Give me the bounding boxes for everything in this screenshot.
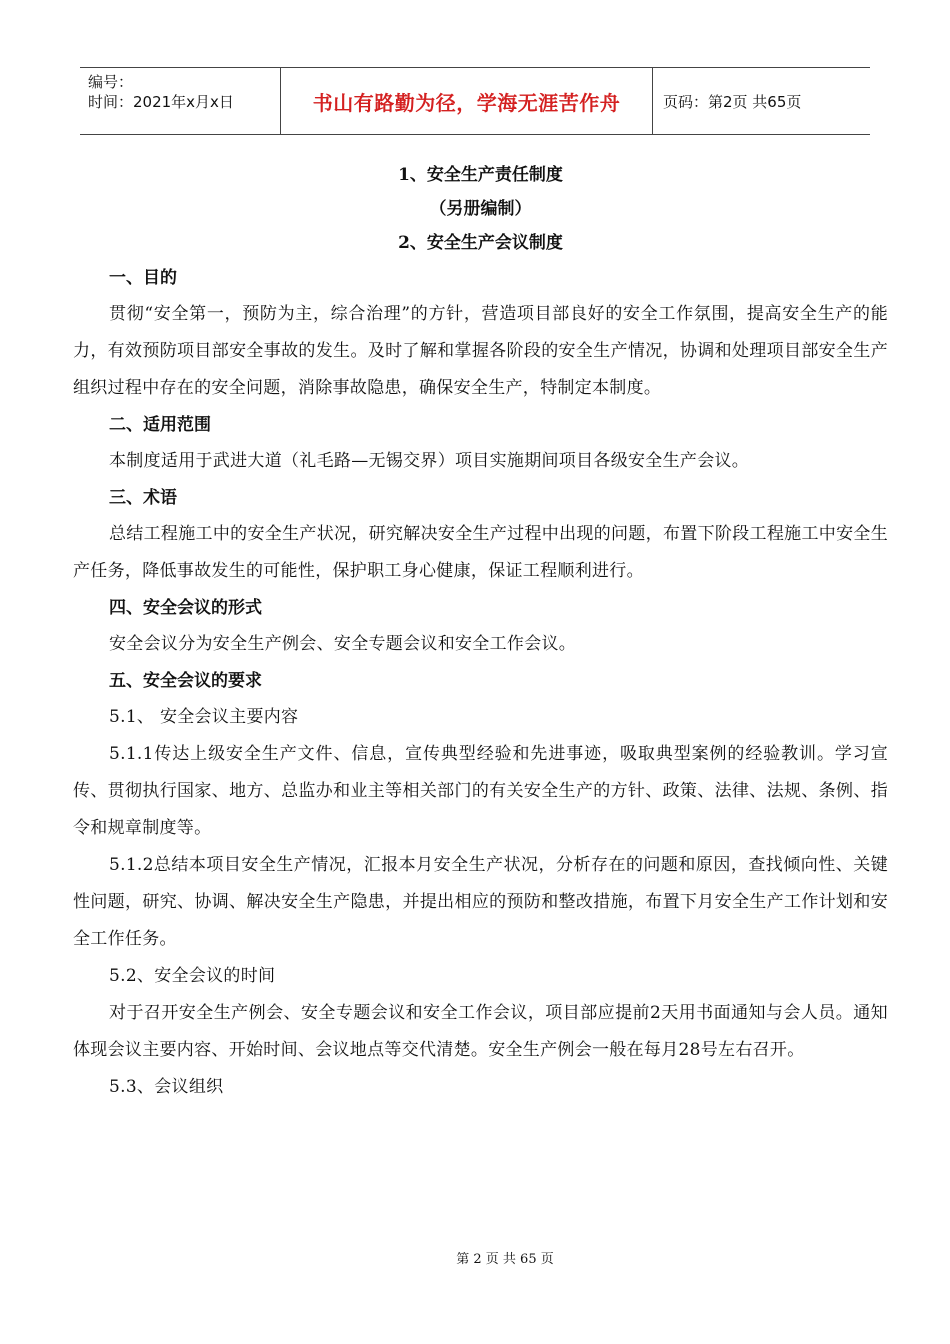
header-motto: 书山有路勤为径，学海无涯苦作舟 — [281, 68, 653, 134]
subsection-5-1-2: 5.1.2总结本项目安全生产情况，汇报本月安全生产状况，分析存在的问题和原因，查找倾向性、关键性问题，研究、协调、解决安全生产隐患，并提出相应的预防和整改措施，布置下月安全生产工作计划和安全工作任务。 — [73, 855, 888, 949]
subsection-5-2-text: 对于召开安全生产例会、安全专题会议和安全工作会议，项目部应提前2天用书面通知与会人员。通知体现会议主要内容、开始时间、会议地点等交代清楚。安全生产例会一般在每月28号左右召开。 — [73, 1003, 888, 1060]
section-text-scope: 本制度适用于武进大道（礼毛路—无锡交界）项目实施期间项目各级安全生产会议。 — [109, 451, 750, 471]
section-heading-scope: 二、适用范围 — [109, 415, 211, 435]
section-heading-requirements: 五、安全会议的要求 — [109, 671, 262, 691]
title-responsibility-system: 1、安全生产责任制度 — [398, 165, 563, 185]
subsection-5-2: 5.2、安全会议的时间 — [109, 966, 276, 986]
subsection-5-1-1: 5.1.1传达上级安全生产文件、信息，宣传典型经验和先进事迹，吸取典型案例的经验教训。学习宣传、贯彻执行国家、地方、总监办和业主等相关部门的有关安全生产的方针、政策、法律、法规、条例、指令和规章制度等。 — [73, 744, 888, 838]
header-meta — [80, 68, 281, 134]
title-separate-volume: （另册编制） — [429, 199, 532, 219]
section-text-purpose: 贯彻“安全第一，预防为主，综合治理”的方针，营造项目部良好的安全工作氛围，提高安全生产的能力，有效预防项目部安全事故的发生。及时了解和掌握各阶段的安全生产情况，协调和处理项目部安全生产组织过程中存在的安全问题，消除事故隐患，确保安全生产，特制定本制度。 — [73, 304, 888, 398]
section-text-terms: 总结工程施工中的安全生产状况，研究解决安全生产过程中出现的问题，布置下阶段工程施工中安全生产任务，降低事故发生的可能性，保护职工身心健康，保证工程顺利进行。 — [73, 524, 888, 581]
document-body — [73, 158, 888, 1106]
document-number-label: 编号： — [88, 73, 134, 91]
subsection-5-3: 5.3、会议组织 — [109, 1077, 224, 1097]
section-heading-purpose: 一、目的 — [109, 268, 177, 288]
page-footer: 第 2 页 共 65 页 — [456, 1252, 554, 1267]
document-time-label: 时间：2021年x月x日 — [88, 93, 234, 111]
page-header — [80, 67, 870, 135]
subsection-5-1: 5.1、 安全会议主要内容 — [109, 707, 299, 727]
section-text-forms: 安全会议分为安全生产例会、安全专题会议和安全工作会议。 — [109, 634, 577, 654]
section-heading-terms: 三、术语 — [109, 488, 177, 508]
header-page-indicator: 页码：第2页 共65页 — [663, 92, 802, 111]
title-meeting-system: 2、安全生产会议制度 — [398, 233, 563, 253]
section-heading-forms: 四、安全会议的形式 — [109, 598, 262, 618]
